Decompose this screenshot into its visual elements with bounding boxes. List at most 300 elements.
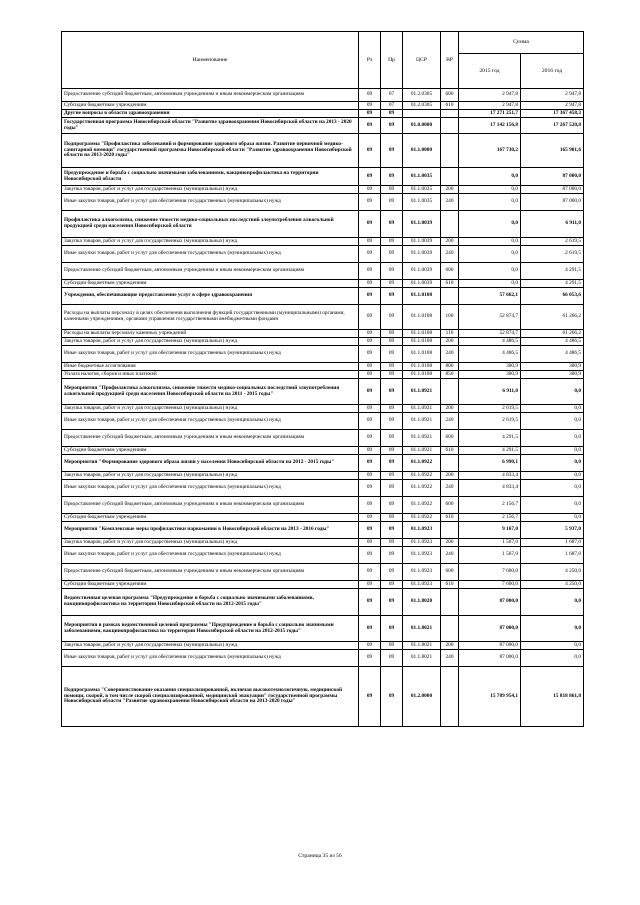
row-pr: 09 — [381, 616, 403, 642]
row-sum-2016: 0,0 — [521, 472, 584, 480]
row-csr: 01.0.0000 — [403, 118, 441, 134]
row-sum-2016: 87 000,0 — [521, 194, 584, 211]
row-rz: 09 — [359, 102, 381, 110]
row-pr: 09 — [381, 238, 403, 246]
row-csr: 01.2.0305 — [403, 102, 441, 110]
table-row — [62, 497, 584, 514]
row-vr: 610 — [441, 514, 459, 522]
row-sum-2015: 0,0 — [459, 280, 521, 288]
row-pr: 09 — [381, 246, 403, 263]
row-name: Уплата налогов, сборов и иных платежей — [62, 371, 359, 379]
row-rz: 09 — [359, 522, 381, 539]
table-row — [62, 371, 584, 379]
row-name: Мероприятия в рамках ведомственной целевой программы "Предупреждение и борьба с социально значимыми заболеваниями, вакцинопрофилактика на территории Новосибирской области на 2012-2015 годы" — [62, 616, 359, 642]
row-sum-2015: 0,0 — [459, 246, 521, 263]
row-sum-2015: 0,0 — [459, 263, 521, 280]
row-sum-2015: 17 271 251,7 — [459, 110, 521, 118]
row-vr: 600 — [441, 263, 459, 280]
row-rz: 09 — [359, 413, 381, 430]
row-sum-2015: 17 142 156,8 — [459, 118, 521, 134]
row-csr: 01.1.0922 — [403, 455, 441, 472]
row-sum-2015: 2 619,5 — [459, 405, 521, 413]
row-name: Иные закупки товаров, работ и услуг для обеспечения государственных (муниципальных) нужд — [62, 346, 359, 363]
row-sum-2015: 0,0 — [459, 186, 521, 194]
row-pr: 09 — [381, 405, 403, 413]
row-vr: 610 — [441, 280, 459, 288]
row-rz: 09 — [359, 581, 381, 589]
row-pr: 07 — [381, 89, 403, 102]
row-name: Предоставление субсидий бюджетным, автономным учреждениям и иным некоммерческим организациям — [62, 89, 359, 102]
row-sum-2015: 4 833,4 — [459, 480, 521, 497]
row-sum-2015: 2 947,8 — [459, 102, 521, 110]
table-row — [62, 413, 584, 430]
table-row — [62, 89, 584, 102]
row-sum-2016: 61 266,2 — [521, 330, 584, 338]
row-name: Предоставление субсидий бюджетным, автономным учреждениям и иным некоммерческим организациям — [62, 263, 359, 280]
row-rz: 09 — [359, 238, 381, 246]
row-rz: 09 — [359, 288, 381, 305]
row-csr: 01.1.0921 — [403, 379, 441, 405]
row-name: Профилактика алкоголизма, снижение тяжести медико-социальных последствий злоупотребления алкогольной продукцией среди населения Новосибирской области — [62, 211, 359, 238]
row-rz: 09 — [359, 547, 381, 564]
table-row — [62, 480, 584, 497]
row-vr: 110 — [441, 330, 459, 338]
table-row — [62, 305, 584, 330]
row-sum-2016: 66 053,6 — [521, 288, 584, 305]
row-sum-2015: 6 911,0 — [459, 379, 521, 405]
row-pr: 09 — [381, 211, 403, 238]
row-vr: 600 — [441, 564, 459, 581]
row-name: Иные закупки товаров, работ и услуг для обеспечения государственных (муниципальных) нужд — [62, 413, 359, 430]
header-csr: ЦСР — [403, 32, 441, 89]
row-csr: 01.1.0039 — [403, 280, 441, 288]
row-sum-2015: 7 600,0 — [459, 564, 521, 581]
header-vr: ВР — [441, 32, 459, 89]
row-csr: 01.1.0039 — [403, 263, 441, 280]
row-pr: 09 — [381, 581, 403, 589]
row-sum-2016: 0,0 — [521, 405, 584, 413]
table-row — [62, 280, 584, 288]
row-sum-2015: 57 662,1 — [459, 288, 521, 305]
row-sum-2015: 2 156,7 — [459, 514, 521, 522]
row-rz: 09 — [359, 246, 381, 263]
row-csr: 01.1.0035 — [403, 168, 441, 186]
row-csr: 01.1.0039 — [403, 238, 441, 246]
row-sum-2016: 4 250,0 — [521, 564, 584, 581]
table-row — [62, 238, 584, 246]
row-pr: 09 — [381, 667, 403, 727]
row-rz: 09 — [359, 330, 381, 338]
row-rz: 09 — [359, 263, 381, 280]
row-vr: 200 — [441, 238, 459, 246]
row-sum-2015: 1 567,0 — [459, 539, 521, 547]
header-year-2015: 2015 год — [459, 54, 521, 89]
row-name: Иные закупки товаров, работ и услуг для обеспечения государственных (муниципальных) нужд — [62, 547, 359, 564]
row-vr: 600 — [441, 497, 459, 514]
row-vr: 200 — [441, 642, 459, 650]
row-sum-2016: 0,0 — [521, 616, 584, 642]
row-sum-2016: 0,0 — [521, 379, 584, 405]
row-rz: 09 — [359, 497, 381, 514]
row-sum-2015: 0,0 — [459, 194, 521, 211]
row-rz: 09 — [359, 371, 381, 379]
row-rz: 09 — [359, 194, 381, 211]
row-csr: 01.1.0922 — [403, 497, 441, 514]
table-row — [62, 455, 584, 472]
row-pr: 09 — [381, 305, 403, 330]
row-rz: 09 — [359, 667, 381, 727]
row-pr: 09 — [381, 480, 403, 497]
row-vr: 600 — [441, 89, 459, 102]
table-row — [62, 118, 584, 134]
header-name: Наименование — [62, 32, 359, 89]
row-sum-2016: 165 901,6 — [521, 134, 584, 168]
row-name: Закупка товаров, работ и услуг для государственных (муниципальных) нужд — [62, 539, 359, 547]
header-sum: Сумма — [459, 32, 584, 54]
row-sum-2015: 87 000,0 — [459, 589, 521, 616]
row-vr — [441, 667, 459, 727]
row-sum-2016: 15 818 861,8 — [521, 667, 584, 727]
row-csr: 01.1.0922 — [403, 472, 441, 480]
row-sum-2015: 2 156,7 — [459, 497, 521, 514]
row-sum-2016: 17 367 458,3 — [521, 110, 584, 118]
row-vr: 240 — [441, 246, 459, 263]
row-sum-2016: 6 911,0 — [521, 211, 584, 238]
row-pr: 09 — [381, 379, 403, 405]
row-sum-2016: 4 486,5 — [521, 338, 584, 346]
row-pr: 09 — [381, 522, 403, 539]
row-sum-2016: 1 687,0 — [521, 539, 584, 547]
row-sum-2015: 1 567,0 — [459, 547, 521, 564]
table-row — [62, 346, 584, 363]
row-pr: 09 — [381, 430, 403, 447]
table-row — [62, 650, 584, 667]
row-rz: 09 — [359, 338, 381, 346]
row-rz: 09 — [359, 650, 381, 667]
row-csr: 01.1.0108 — [403, 363, 441, 371]
row-vr: 100 — [441, 305, 459, 330]
row-sum-2016: 0,0 — [521, 642, 584, 650]
row-sum-2016: 87 000,0 — [521, 168, 584, 186]
row-vr — [441, 522, 459, 539]
row-vr: 850 — [441, 371, 459, 379]
row-csr — [403, 110, 441, 118]
row-pr: 09 — [381, 642, 403, 650]
row-csr: 01.1.0108 — [403, 371, 441, 379]
row-rz: 09 — [359, 480, 381, 497]
row-rz: 09 — [359, 89, 381, 102]
row-sum-2016: 2 619,5 — [521, 238, 584, 246]
row-rz: 09 — [359, 514, 381, 522]
row-sum-2016: 300,9 — [521, 371, 584, 379]
row-rz: 09 — [359, 211, 381, 238]
page-footer: Страница 35 из 56 — [298, 853, 342, 859]
row-pr: 09 — [381, 547, 403, 564]
row-vr: 200 — [441, 472, 459, 480]
row-sum-2016: 2 947,8 — [521, 89, 584, 102]
table-row — [62, 338, 584, 346]
row-vr: 610 — [441, 447, 459, 455]
table-row — [62, 102, 584, 110]
row-pr: 09 — [381, 371, 403, 379]
row-sum-2016: 4 250,0 — [521, 581, 584, 589]
row-pr: 09 — [381, 497, 403, 514]
table-row — [62, 379, 584, 405]
row-csr: 01.1.0039 — [403, 211, 441, 238]
row-sum-2015: 52 874,7 — [459, 330, 521, 338]
row-rz: 09 — [359, 616, 381, 642]
table-row — [62, 564, 584, 581]
row-rz: 09 — [359, 280, 381, 288]
row-rz: 09 — [359, 589, 381, 616]
table-row — [62, 547, 584, 564]
row-pr: 09 — [381, 455, 403, 472]
row-sum-2015: 0,0 — [459, 238, 521, 246]
row-pr: 09 — [381, 472, 403, 480]
row-name: Предоставление субсидий бюджетным, автономным учреждениям и иным некоммерческим организациям — [62, 497, 359, 514]
row-name: Другие вопросы в области здравоохранения — [62, 110, 359, 118]
row-rz: 09 — [359, 430, 381, 447]
row-name: Государственная программа Новосибирской области "Развитие здравоохранения Новосибирской области на 2013 - 2020 годы" — [62, 118, 359, 134]
row-vr — [441, 168, 459, 186]
row-sum-2015: 2 619,5 — [459, 413, 521, 430]
row-csr: 01.1.8021 — [403, 616, 441, 642]
row-vr: 610 — [441, 102, 459, 110]
table-body — [62, 89, 584, 727]
row-vr — [441, 455, 459, 472]
row-name: Субсидии бюджетным учреждениям — [62, 102, 359, 110]
row-sum-2016: 0,0 — [521, 430, 584, 447]
header-rz: Рз — [359, 32, 381, 89]
row-sum-2016: 0,0 — [521, 480, 584, 497]
row-vr: 800 — [441, 363, 459, 371]
row-sum-2016: 0,0 — [521, 514, 584, 522]
row-name: Предупреждение и борьба с социально значимыми заболеваниями, вакцинопрофилактика на территории Новосибирской области — [62, 168, 359, 186]
row-sum-2016: 4 486,5 — [521, 346, 584, 363]
row-csr: 01.1.0922 — [403, 514, 441, 522]
row-vr — [441, 134, 459, 168]
row-name: Ведомственная целевая программа "Предупреждение и борьба с социально значимыми заболеваниями, вакцинопрофилактика на территории Новосибирской области на 2012-2015 годы" — [62, 589, 359, 616]
row-pr: 09 — [381, 650, 403, 667]
row-pr: 09 — [381, 168, 403, 186]
row-pr: 09 — [381, 280, 403, 288]
row-name: Субсидии бюджетным учреждениям — [62, 447, 359, 455]
row-vr — [441, 379, 459, 405]
table-row — [62, 667, 584, 727]
row-vr — [441, 118, 459, 134]
row-pr: 09 — [381, 186, 403, 194]
row-sum-2015: 167 730,2 — [459, 134, 521, 168]
row-sum-2016: 4 291,5 — [521, 263, 584, 280]
row-pr: 09 — [381, 194, 403, 211]
row-rz: 09 — [359, 642, 381, 650]
row-vr: 240 — [441, 650, 459, 667]
row-sum-2016: 1 687,0 — [521, 547, 584, 564]
row-rz: 09 — [359, 455, 381, 472]
row-csr: 01.1.0923 — [403, 547, 441, 564]
table-row — [62, 263, 584, 280]
row-sum-2016: 0,0 — [521, 413, 584, 430]
row-sum-2016: 0,0 — [521, 650, 584, 667]
row-rz: 09 — [359, 564, 381, 581]
row-csr: 01.1.0108 — [403, 288, 441, 305]
row-csr: 01.1.8020 — [403, 589, 441, 616]
row-vr: 240 — [441, 547, 459, 564]
header-year-2016: 2016 год — [521, 54, 584, 89]
row-rz: 09 — [359, 118, 381, 134]
row-csr: 01.1.0922 — [403, 480, 441, 497]
row-name: Предоставление субсидий бюджетным, автономным учреждениям и иным некоммерческим организациям — [62, 564, 359, 581]
row-name: Субсидии бюджетным учреждениям — [62, 514, 359, 522]
row-sum-2016: 4 291,5 — [521, 280, 584, 288]
row-pr: 09 — [381, 514, 403, 522]
row-name: Мероприятия "Комплексные меры профилактики наркомании в Новосибирской области на 2013 - 2016 годы" — [62, 522, 359, 539]
row-sum-2015: 0,0 — [459, 211, 521, 238]
row-vr — [441, 288, 459, 305]
row-vr — [441, 616, 459, 642]
row-sum-2015: 0,0 — [459, 168, 521, 186]
row-name: Подпрограмма "Совершенствование оказания специализированной, включая высокотехнологичную, медицинской помощи, скорой, в том числе скорой специализированной, медицинской эвакуации" государственной программы Новосибирской области "Развитие здравоохранения Новосибирской области на 2013-2020 годы" — [62, 667, 359, 727]
row-sum-2015: 4 291,5 — [459, 447, 521, 455]
row-sum-2016: 0,0 — [521, 455, 584, 472]
table-row — [62, 472, 584, 480]
table-row — [62, 447, 584, 455]
row-vr: 610 — [441, 581, 459, 589]
row-csr: 01.1.8021 — [403, 642, 441, 650]
row-csr: 01.2.0305 — [403, 89, 441, 102]
row-name: Закупка товаров, работ и услуг для государственных (муниципальных) нужд — [62, 472, 359, 480]
budget-table — [61, 31, 584, 727]
row-name: Подпрограмма "Профилактика заболеваний и формирование здорового образа жизни. Развитие первичной медико-санитарной помощи" государственной программы Новосибирской области "Развитие здравоохранения Новосибирской области на 2013-2020 годы" — [62, 134, 359, 168]
row-pr: 09 — [381, 338, 403, 346]
row-pr: 09 — [381, 539, 403, 547]
row-sum-2015: 4 291,5 — [459, 430, 521, 447]
table-row — [62, 522, 584, 539]
table-row — [62, 168, 584, 186]
row-pr: 09 — [381, 447, 403, 455]
row-name: Закупка товаров, работ и услуг для государственных (муниципальных) нужд — [62, 405, 359, 413]
row-rz: 09 — [359, 110, 381, 118]
row-pr: 09 — [381, 110, 403, 118]
row-rz: 09 — [359, 539, 381, 547]
row-vr: 200 — [441, 338, 459, 346]
row-csr: 01.1.0921 — [403, 447, 441, 455]
row-pr: 09 — [381, 564, 403, 581]
row-pr: 09 — [381, 330, 403, 338]
row-sum-2016: 2 619,5 — [521, 246, 584, 263]
header-pr: Пр — [381, 32, 403, 89]
row-csr: 01.2.0000 — [403, 667, 441, 727]
row-name: Закупка товаров, работ и услуг для государственных (муниципальных) нужд — [62, 238, 359, 246]
row-csr: 01.1.0923 — [403, 564, 441, 581]
row-rz: 09 — [359, 134, 381, 168]
row-csr: 01.1.0108 — [403, 346, 441, 363]
table-row — [62, 194, 584, 211]
row-csr: 01.1.0108 — [403, 338, 441, 346]
row-rz: 09 — [359, 379, 381, 405]
table-row — [62, 134, 584, 168]
row-sum-2016: 2 947,8 — [521, 102, 584, 110]
row-name: Мероприятия "Формирование здорового образа жизни у населения Новосибирской области на 2012 - 2015 годы" — [62, 455, 359, 472]
row-name: Субсидии бюджетным учреждениям — [62, 581, 359, 589]
table-row — [62, 616, 584, 642]
row-csr: 01.1.0108 — [403, 305, 441, 330]
table-row — [62, 589, 584, 616]
table-row — [62, 405, 584, 413]
table-header — [62, 32, 584, 89]
row-vr — [441, 211, 459, 238]
row-pr: 09 — [381, 288, 403, 305]
row-name: Предоставление субсидий бюджетным, автономным учреждениям и иным некоммерческим организациям — [62, 430, 359, 447]
table-row — [62, 581, 584, 589]
row-pr: 09 — [381, 413, 403, 430]
row-sum-2015: 52 874,7 — [459, 305, 521, 330]
table-row — [62, 642, 584, 650]
row-sum-2016: 0,0 — [521, 589, 584, 616]
row-csr: 01.1.0000 — [403, 134, 441, 168]
table-row — [62, 186, 584, 194]
row-sum-2015: 300,9 — [459, 363, 521, 371]
row-rz: 09 — [359, 472, 381, 480]
row-sum-2015: 9 167,0 — [459, 522, 521, 539]
row-vr: 600 — [441, 430, 459, 447]
row-sum-2016: 300,9 — [521, 363, 584, 371]
row-csr: 01.1.0108 — [403, 330, 441, 338]
row-csr: 01.1.0921 — [403, 413, 441, 430]
row-sum-2015: 4 486,5 — [459, 338, 521, 346]
row-pr: 09 — [381, 363, 403, 371]
row-name: Закупка товаров, работ и услуг для государственных (муниципальных) нужд — [62, 186, 359, 194]
row-sum-2016: 0,0 — [521, 447, 584, 455]
row-sum-2016: 87 000,0 — [521, 186, 584, 194]
row-sum-2015: 87 000,0 — [459, 650, 521, 667]
row-pr: 09 — [381, 134, 403, 168]
row-csr: 01.1.0035 — [403, 194, 441, 211]
row-vr — [441, 589, 459, 616]
row-sum-2015: 300,9 — [459, 371, 521, 379]
row-pr: 09 — [381, 346, 403, 363]
table-row — [62, 211, 584, 238]
row-sum-2016: 0,0 — [521, 497, 584, 514]
row-rz: 09 — [359, 168, 381, 186]
row-csr: 01.1.0921 — [403, 430, 441, 447]
row-pr: 09 — [381, 263, 403, 280]
row-rz: 09 — [359, 186, 381, 194]
row-pr: 09 — [381, 118, 403, 134]
row-name: Закупка товаров, работ и услуг для государственных (муниципальных) нужд — [62, 338, 359, 346]
row-csr: 01.1.0923 — [403, 539, 441, 547]
row-sum-2016: 5 937,0 — [521, 522, 584, 539]
row-pr: 09 — [381, 589, 403, 616]
row-vr: 240 — [441, 194, 459, 211]
row-rz: 09 — [359, 447, 381, 455]
table-row — [62, 330, 584, 338]
row-name: Иные закупки товаров, работ и услуг для обеспечения государственных (муниципальных) нужд — [62, 650, 359, 667]
row-csr: 01.1.0923 — [403, 581, 441, 589]
row-vr: 200 — [441, 539, 459, 547]
row-pr: 07 — [381, 102, 403, 110]
row-csr: 01.1.8021 — [403, 650, 441, 667]
row-name: Мероприятия "Профилактика алкоголизма, снижение тяжести медико-социальных последствий злоупотребления алкогольной продукцией среди населения Новосибирской области на 2011 - 2015 годы" — [62, 379, 359, 405]
row-name: Расходы на выплаты персоналу в целях обеспечения выполнения функций государственными (муниципальными) органами, казенными учреждениями, органами управления государственными внебюджетными фондами — [62, 305, 359, 330]
row-sum-2015: 6 990,1 — [459, 455, 521, 472]
row-csr: 01.1.0923 — [403, 522, 441, 539]
row-sum-2015: 2 947,8 — [459, 89, 521, 102]
row-vr: 240 — [441, 413, 459, 430]
row-name: Иные закупки товаров, работ и услуг для обеспечения государственных (муниципальных) нужд — [62, 246, 359, 263]
row-sum-2016: 61 266,2 — [521, 305, 584, 330]
row-sum-2015: 87 000,0 — [459, 616, 521, 642]
